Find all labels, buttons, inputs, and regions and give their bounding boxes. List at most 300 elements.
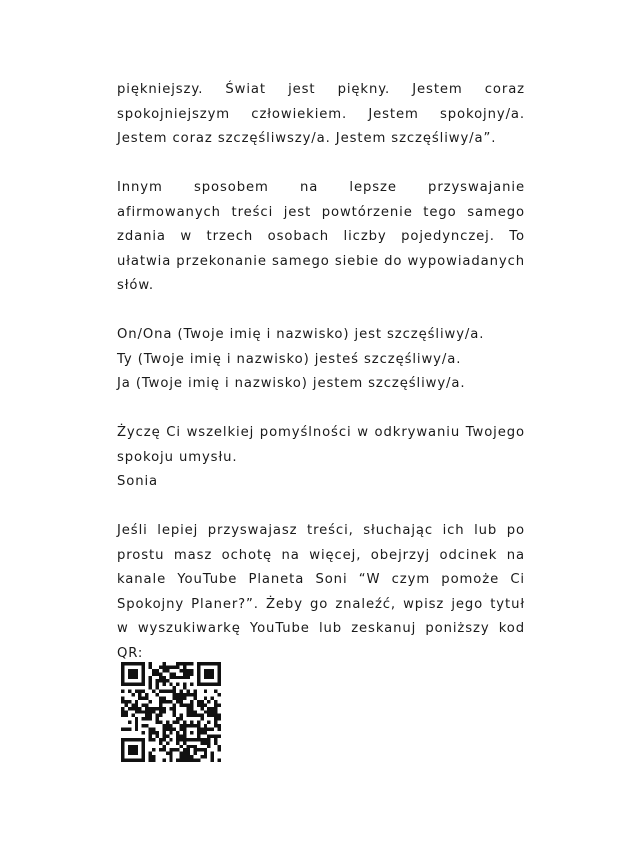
qr-module (155, 717, 158, 720)
qr-module (218, 745, 221, 748)
qr-module (197, 734, 200, 737)
qr-module (152, 738, 155, 741)
qr-module (218, 717, 221, 720)
qr-module (193, 752, 196, 755)
qr-module (142, 731, 145, 734)
qr-module (173, 707, 176, 710)
qr-module (197, 703, 200, 706)
qr-module (162, 707, 165, 710)
qr-module (124, 710, 127, 713)
qr-module (207, 700, 210, 703)
qr-module (128, 662, 131, 665)
qr-module (197, 748, 200, 751)
qr-module (218, 665, 221, 668)
qr-module (142, 672, 145, 675)
qr-module (135, 690, 138, 693)
qr-module (214, 683, 217, 686)
qr-module (176, 738, 179, 741)
qr-module (162, 748, 165, 751)
qr-module (180, 703, 183, 706)
qr-module (121, 669, 124, 672)
qr-module (124, 683, 127, 686)
qr-module (183, 724, 186, 727)
qr-module (183, 741, 186, 744)
qr-module (135, 669, 138, 672)
qr-module (204, 662, 207, 665)
qr-module (180, 693, 183, 696)
qr-module (135, 721, 138, 724)
qr-module (180, 752, 183, 755)
qr-module (145, 703, 148, 706)
text-column (117, 78, 525, 666)
qr-module (180, 662, 183, 665)
qr-module (169, 724, 172, 727)
qr-module (173, 672, 176, 675)
qr-module (183, 696, 186, 699)
qr-module (211, 669, 214, 672)
qr-module (169, 755, 172, 758)
qr-module (149, 707, 152, 710)
qr-module (142, 690, 145, 693)
qr-module (211, 755, 214, 758)
qr-module (176, 683, 179, 686)
qr-module (162, 669, 165, 672)
qr-module (128, 728, 131, 731)
qr-module (173, 693, 176, 696)
qr-module (121, 690, 124, 693)
qr-module (187, 745, 190, 748)
qr-module (135, 717, 138, 720)
qr-module (214, 662, 217, 665)
qr-module (214, 714, 217, 717)
qr-module (121, 665, 124, 668)
qr-module (204, 755, 207, 758)
qr-module (211, 696, 214, 699)
third-person-line: On/Ona (Twoje imię i nazwisko) jest szczęśliwy/a. (117, 327, 485, 342)
qr-module (190, 745, 193, 748)
paragraph-gap (117, 495, 525, 520)
qr-module (135, 703, 138, 706)
qr-module (218, 728, 221, 731)
qr-module (176, 676, 179, 679)
qr-module (218, 759, 221, 762)
qr-module (121, 748, 124, 751)
qr-module (149, 679, 152, 682)
qr-module (173, 686, 176, 689)
qr-module (176, 721, 179, 724)
qr-module (149, 717, 152, 720)
qr-module (187, 752, 190, 755)
qr-module (218, 693, 221, 696)
qr-module (142, 755, 145, 758)
qr-module (190, 703, 193, 706)
qr-module (142, 703, 145, 706)
qr-module (176, 700, 179, 703)
qr-module (159, 672, 162, 675)
qr-module (162, 731, 165, 734)
qr-module (152, 748, 155, 751)
qr-module (135, 738, 138, 741)
qr-module (145, 724, 148, 727)
qr-module (207, 745, 210, 748)
qr-module (166, 679, 169, 682)
qr-module (131, 672, 134, 675)
qr-module (204, 669, 207, 672)
qr-module (166, 721, 169, 724)
qr-module (135, 724, 138, 727)
qr-module (197, 724, 200, 727)
qr-module (207, 683, 210, 686)
qr-module (173, 665, 176, 668)
qr-module (200, 731, 203, 734)
qr-module (152, 710, 155, 713)
qr-module (200, 717, 203, 720)
qr-module (159, 721, 162, 724)
qr-module (200, 714, 203, 717)
qr-module (162, 690, 165, 693)
qr-module (131, 745, 134, 748)
qr-module (207, 662, 210, 665)
qr-module (142, 696, 145, 699)
qr-module (169, 700, 172, 703)
qr-module (211, 672, 214, 675)
qr-module (180, 745, 183, 748)
qr-module (190, 669, 193, 672)
qr-module (207, 721, 210, 724)
qr-module (183, 703, 186, 706)
qr-module (149, 728, 152, 731)
qr-module (142, 741, 145, 744)
qr-module (183, 662, 186, 665)
qr-module (169, 672, 172, 675)
qr-module (190, 731, 193, 734)
qr-module (166, 752, 169, 755)
qr-module (121, 738, 124, 741)
qr-module (180, 669, 183, 672)
qr-module (193, 738, 196, 741)
qr-module (149, 714, 152, 717)
qr-module (207, 738, 210, 741)
qr-module (155, 714, 158, 717)
qr-module (135, 728, 138, 731)
qr-module (121, 707, 124, 710)
qr-module (187, 707, 190, 710)
qr-module (121, 752, 124, 755)
qr-module (218, 679, 221, 682)
qr-module (176, 734, 179, 737)
qr-module (128, 707, 131, 710)
qr-module (197, 731, 200, 734)
qr-module (193, 690, 196, 693)
qr-module (135, 710, 138, 713)
qr-module (121, 683, 124, 686)
qr-module (180, 700, 183, 703)
qr-module (169, 752, 172, 755)
second-person-line: Ty (Twoje imię i nazwisko) jesteś szczęśliwy/a. (117, 351, 462, 367)
qr-module (183, 676, 186, 679)
qr-module (197, 676, 200, 679)
qr-module (190, 759, 193, 762)
paragraph-wishes: Życzę Ci wszelkiej pomyślności w odkrywaniu Twojego spokoju umysłu. (117, 425, 525, 465)
paragraph-affirmation-end: piękniejszy. Świat jest piękny. Jestem coraz spokojniejszym człowiekiem. Jestem spokojny/a. Jestem coraz szczęśliwszy/a. Jestem szczęśliwy/a”. (117, 82, 525, 146)
qr-module (121, 672, 124, 675)
qr-module (173, 714, 176, 717)
qr-module (124, 759, 127, 762)
qr-module (145, 714, 148, 717)
qr-module (187, 690, 190, 693)
qr-module (187, 755, 190, 758)
qr-module (128, 690, 131, 693)
qr-module (187, 714, 190, 717)
qr-module (121, 700, 124, 703)
qr-module (190, 755, 193, 758)
qr-module (214, 721, 217, 724)
qr-module (173, 676, 176, 679)
qr-module (183, 686, 186, 689)
qr-module (131, 703, 134, 706)
qr-module (159, 696, 162, 699)
qr-module (159, 741, 162, 744)
qr-module (197, 728, 200, 731)
qr-module (142, 724, 145, 727)
qr-module (159, 703, 162, 706)
qr-module (211, 734, 214, 737)
qr-module (218, 703, 221, 706)
qr-module (218, 734, 221, 737)
qr-module (176, 759, 179, 762)
qr-module (149, 700, 152, 703)
qr-module (200, 703, 203, 706)
qr-module (124, 738, 127, 741)
qr-module (142, 752, 145, 755)
qr-module (121, 745, 124, 748)
qr-module (128, 721, 131, 724)
qr-module (173, 690, 176, 693)
qr-module (121, 662, 124, 665)
qr-module (152, 672, 155, 675)
qr-module (135, 683, 138, 686)
qr-module (183, 734, 186, 737)
qr-module (187, 724, 190, 727)
qr-module (142, 676, 145, 679)
qr-module (200, 741, 203, 744)
qr-module (207, 669, 210, 672)
qr-module (173, 710, 176, 713)
qr-module (142, 710, 145, 713)
qr-module (162, 759, 165, 762)
qr-module (166, 734, 169, 737)
qr-module (187, 759, 190, 762)
qr-module (166, 690, 169, 693)
qr-module (176, 662, 179, 665)
qr-module (138, 690, 141, 693)
qr-module (138, 696, 141, 699)
qr-module (131, 676, 134, 679)
qr-module (190, 700, 193, 703)
qr-module (166, 669, 169, 672)
qr-module (121, 755, 124, 758)
qr-module (159, 679, 162, 682)
qr-module (162, 734, 165, 737)
qr-module (176, 717, 179, 720)
qr-module (145, 717, 148, 720)
qr-module (190, 693, 193, 696)
qr-module (162, 665, 165, 668)
qr-module (218, 714, 221, 717)
qr-module (142, 669, 145, 672)
qr-module (180, 759, 183, 762)
qr-module (128, 752, 131, 755)
qr-module (183, 665, 186, 668)
qr-module (138, 662, 141, 665)
qr-module (200, 683, 203, 686)
qr-module (155, 686, 158, 689)
qr-module (166, 728, 169, 731)
qr-module (169, 690, 172, 693)
qr-module (183, 752, 186, 755)
qr-module (135, 745, 138, 748)
qr-module (162, 728, 165, 731)
qr-module (187, 662, 190, 665)
qr-module (200, 748, 203, 751)
qr-module (204, 710, 207, 713)
qr-module (176, 665, 179, 668)
qr-module (142, 748, 145, 751)
qr-module (131, 714, 134, 717)
qr-module (149, 662, 152, 665)
qr-module (204, 752, 207, 755)
qr-module (128, 669, 131, 672)
qr-module (218, 669, 221, 672)
qr-module (190, 738, 193, 741)
qr-module (183, 669, 186, 672)
qr-module (121, 696, 124, 699)
qr-module (152, 728, 155, 731)
qr-module (180, 676, 183, 679)
qr-module (183, 738, 186, 741)
qr-module (193, 696, 196, 699)
qr-module (162, 745, 165, 748)
qr-module (214, 707, 217, 710)
qr-module (149, 686, 152, 689)
qr-module (142, 738, 145, 741)
qr-module (180, 738, 183, 741)
qr-module (180, 728, 183, 731)
qr-module (121, 710, 124, 713)
qr-module (193, 759, 196, 762)
qr-module (173, 748, 176, 751)
qr-module (204, 703, 207, 706)
qr-module (211, 714, 214, 717)
qr-module (190, 710, 193, 713)
qr-module (204, 683, 207, 686)
qr-module (121, 679, 124, 682)
qr-module (204, 728, 207, 731)
qr-module (135, 759, 138, 762)
qr-module (149, 759, 152, 762)
qr-module (214, 738, 217, 741)
qr-module (197, 665, 200, 668)
qr-module (173, 703, 176, 706)
qr-module (169, 728, 172, 731)
qr-module (200, 700, 203, 703)
qr-module (211, 662, 214, 665)
qr-module (207, 741, 210, 744)
qr-module (162, 710, 165, 713)
qr-module (200, 662, 203, 665)
qr-module (169, 676, 172, 679)
qr-module (197, 721, 200, 724)
qr-module (197, 714, 200, 717)
qr-module (159, 700, 162, 703)
qr-module (135, 752, 138, 755)
qr-module (207, 728, 210, 731)
qr-module (145, 707, 148, 710)
qr-module (169, 748, 172, 751)
paragraph-three-persons (117, 323, 525, 397)
qr-module (155, 734, 158, 737)
qr-module (214, 724, 217, 727)
qr-module (214, 717, 217, 720)
qr-module (176, 696, 179, 699)
qr-module (131, 738, 134, 741)
qr-module (135, 700, 138, 703)
qr-module (183, 755, 186, 758)
qr-module (135, 707, 138, 710)
qr-module (159, 690, 162, 693)
qr-module (197, 759, 200, 762)
qr-module (135, 676, 138, 679)
qr-module (124, 714, 127, 717)
qr-module (149, 731, 152, 734)
qr-module (187, 669, 190, 672)
paragraph-gap (117, 397, 525, 422)
qr-module (155, 672, 158, 675)
qr-module (138, 738, 141, 741)
qr-module (200, 755, 203, 758)
qr-module (180, 714, 183, 717)
qr-module (190, 672, 193, 675)
qr-module (135, 672, 138, 675)
qr-module (149, 734, 152, 737)
paragraph-youtube: Jeśli lepiej przyswajasz treści, słuchając ich lub po prostu masz ochotę na więcej, obejrzyj odcinek na kanale YouTube Planeta Soni “W czym pomoże Ci Spokojny Planer?”. Żeby go znaleźć, wpisz jego tytuł w wyszukiwarkę YouTube lub zeskanuj poniższy kod QR: (117, 523, 525, 661)
qr-module (204, 672, 207, 675)
qr-module (159, 676, 162, 679)
qr-module (128, 672, 131, 675)
qr-module (193, 745, 196, 748)
qr-module (204, 748, 207, 751)
qr-module (155, 731, 158, 734)
qr-module (149, 738, 152, 741)
qr-module (162, 700, 165, 703)
qr-code-icon[interactable] (121, 662, 221, 762)
qr-module (155, 721, 158, 724)
qr-module (166, 700, 169, 703)
qr-module (187, 693, 190, 696)
qr-module (183, 748, 186, 751)
qr-module (138, 759, 141, 762)
qr-module (131, 707, 134, 710)
qr-module (152, 759, 155, 762)
qr-module (204, 696, 207, 699)
qr-module (152, 731, 155, 734)
qr-module (197, 672, 200, 675)
qr-module (169, 731, 172, 734)
qr-module (214, 690, 217, 693)
qr-module (173, 721, 176, 724)
qr-module (183, 759, 186, 762)
qr-module (131, 662, 134, 665)
